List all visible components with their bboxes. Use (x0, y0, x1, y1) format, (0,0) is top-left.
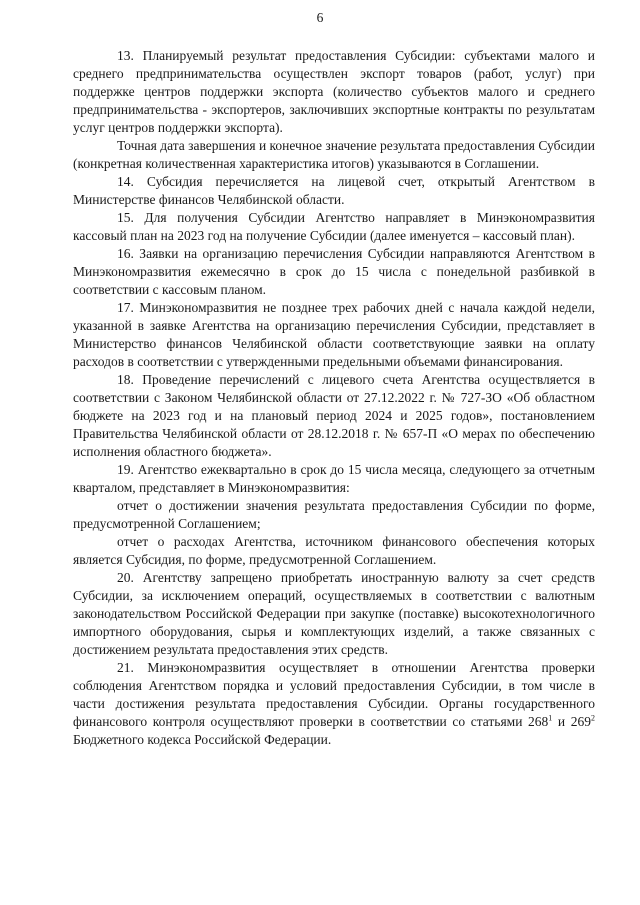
paragraph-17: 17. Минэкономразвития не позднее трех рабочих дней с начала каждой недели, указанной в заявке Агентства на организацию перечисления Субсидии, представляет в Министерство финансов Челябинской области соответствующие заявки на оплату расходов в соответствии с утвержденными предельными объемами финансирования. (73, 300, 595, 369)
paragraph-21 (73, 659, 595, 749)
paragraph-21-text-2: и 269 (552, 714, 591, 729)
paragraph-21-superscript-2: 2 (590, 713, 595, 723)
paragraph-16: 16. Заявки на организацию перечисления Субсидии направляются Агентством в Минэкономразвития ежемесячно в срок до 15 числа с понедельной разбивкой в соответствии с кассовым планом. (73, 246, 595, 297)
paragraph-21-text-1: 21. Минэкономразвития осуществляет в отношении Агентства проверки соблюдения Агентством порядка и условий предоставления Субсидии, в том числе в части достижения результата предоставления Субсидии. Органы государственного финансового контроля осуществляют проверки в соответствии со статьями 268 (73, 660, 595, 729)
paragraph-13: 13. Планируемый результат предоставления Субсидии: субъектами малого и среднего предпринимательства осуществлен экспорт товаров (работ, услуг) при поддержке центров поддержки экспорта (количество субъектов малого и среднего предпринимательства - экспортеров, заключивших экспортные контракты по результатам услуг центров поддержки экспорта). (73, 48, 595, 135)
paragraph-19-item-1: отчет о достижении значения результата предоставления Субсидии по форме, предусмотренной Соглашением; (73, 498, 595, 531)
paragraph-19: 19. Агентство ежеквартально в срок до 15 числа месяца, следующего за отчетным кварталом, представляет в Минэкономразвития: (73, 462, 595, 495)
paragraph-14: 14. Субсидия перечисляется на лицевой счет, открытый Агентством в Министерстве финансов Челябинской области. (73, 174, 595, 207)
paragraph-21-text-3: Бюджетного кодекса Российской Федерации. (73, 732, 332, 747)
paragraph-15: 15. Для получения Субсидии Агентство направляет в Минэкономразвития кассовый план на 2023 год на получение Субсидии (далее именуется – кассовый план). (73, 210, 595, 243)
paragraph-13-continued: Точная дата завершения и конечное значение результата предоставления Субсидии (конкретная количественная характеристика итогов) указываются в Соглашении. (73, 138, 595, 171)
paragraph-21-superscript-1: 1 (548, 713, 553, 723)
page-number: 6 (316, 10, 324, 25)
paragraph-20: 20. Агентству запрещено приобретать иностранную валюту за счет средств Субсидии, за исключением операций, осуществляемых в соответствии с валютным законодательством Российской Федерации при закупке (поставке) высокотехнологичного импортного оборудования, сырья и комплектующих изделий, а также связанных с достижением результата предоставления этих средств. (73, 570, 595, 657)
document-body (73, 47, 595, 749)
paragraph-18: 18. Проведение перечислений с лицевого счета Агентства осуществляется в соответствии с Законом Челябинской области от 27.12.2022 г. № 727-ЗО «Об областном бюджете на 2023 год и на плановый период 2024 и 2025 годов», постановлением Правительства Челябинской области от 28.12.2018 г. № 657-П «О мерах по обеспечению исполнения областного бюджета». (73, 372, 595, 459)
paragraph-19-item-2: отчет о расходах Агентства, источником финансового обеспечения которых является Субсидия, по форме, предусмотренной Соглашением. (73, 534, 595, 567)
